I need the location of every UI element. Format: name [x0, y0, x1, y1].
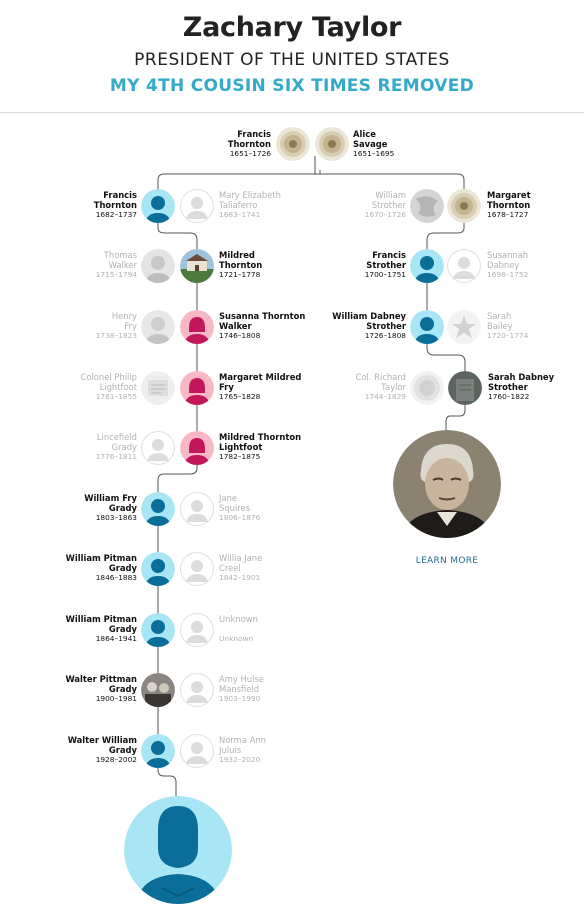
seal-avatar[interactable] — [276, 127, 310, 161]
person-dates: 1928–2002 — [95, 755, 137, 764]
person-main[interactable] — [17, 553, 137, 583]
person-name: Thornton — [93, 200, 137, 210]
male-avatar[interactable] — [141, 552, 175, 586]
person-silhouette-female-icon — [180, 371, 214, 405]
person-spouse[interactable] — [17, 311, 137, 341]
person-dates: 1846–1883 — [95, 573, 137, 582]
person-name: Sarah — [487, 311, 512, 321]
person-dates: 1683–1741 — [219, 210, 261, 219]
person-silhouette-icon — [141, 552, 175, 586]
person-name: Colonel Philip — [80, 372, 137, 382]
person-main[interactable] — [487, 190, 584, 220]
person-name: Sarah Dabney — [488, 372, 555, 382]
person-dates: 1651–1695 — [353, 149, 395, 158]
person-name: Strother — [488, 382, 528, 392]
person-dates: 1651–1726 — [229, 149, 271, 158]
person-name: Walter William — [67, 735, 137, 745]
person-dates: Unknown — [219, 634, 254, 643]
person-dates: 1700–1751 — [364, 270, 406, 279]
person-name: Squires — [219, 503, 251, 513]
placeholder-avatar[interactable] — [180, 552, 214, 586]
gravestone-photo-icon — [448, 371, 482, 405]
person-spouse[interactable] — [219, 614, 339, 644]
person-name: Fry — [124, 321, 137, 331]
person-name: Col. Richard — [355, 372, 406, 382]
person-name: Alice — [353, 129, 376, 139]
person-name: Susannah — [487, 250, 529, 260]
photo-avatar[interactable] — [141, 310, 175, 344]
person-spouse[interactable] — [17, 250, 137, 280]
person-name: Thomas — [103, 250, 137, 260]
person-name: Margaret — [487, 190, 531, 200]
placeholder-person-icon — [447, 249, 481, 283]
person-main[interactable] — [219, 432, 339, 462]
person-dates: 1682–1737 — [95, 210, 137, 219]
person-name: Strother — [371, 200, 406, 210]
placeholder-avatar[interactable] — [180, 673, 214, 707]
page-subtitle: PRESIDENT OF THE UNITED STATES — [134, 50, 450, 70]
person-silhouette-icon — [141, 734, 175, 768]
placeholder-avatar[interactable] — [180, 613, 214, 647]
person-dates: 1746–1808 — [219, 331, 261, 340]
male-avatar[interactable] — [141, 189, 175, 223]
placeholder-person-icon — [180, 492, 214, 526]
person-name: Margaret Mildred — [219, 372, 302, 382]
person-name: Grady — [108, 563, 137, 573]
person-name: Francis — [372, 250, 406, 260]
person-spouse[interactable] — [487, 311, 584, 341]
document-photo-icon — [141, 371, 175, 405]
person-name: Savage — [353, 139, 388, 149]
person-spouse[interactable] — [17, 432, 137, 462]
person-name: Taliaferro — [219, 200, 258, 210]
person-name: Francis — [237, 129, 271, 139]
person-spouse[interactable] — [286, 190, 406, 220]
person-dates: 1765–1828 — [219, 392, 261, 401]
person-name: Susanna Thornton — [219, 311, 306, 321]
seal-avatar[interactable] — [315, 127, 349, 161]
portrait-photo-icon — [141, 249, 175, 283]
person-name: Lincefield — [96, 432, 137, 442]
person-dates: 1803–1863 — [95, 513, 137, 522]
person-spouse[interactable] — [219, 493, 339, 523]
female-avatar[interactable] — [180, 431, 214, 465]
seal-icon — [315, 127, 349, 161]
family-photo-icon — [141, 673, 175, 707]
seal-icon — [276, 127, 310, 161]
person-silhouette-icon — [410, 310, 444, 344]
person-name — [219, 624, 339, 634]
portrait-photo-icon — [393, 430, 501, 538]
portrait-photo-icon — [141, 310, 175, 344]
person-name: Willia Jane — [219, 553, 263, 563]
person-spouse[interactable] — [219, 735, 339, 765]
family-photo-avatar[interactable] — [141, 673, 175, 707]
person-main[interactable] — [17, 614, 137, 644]
engraving-avatar[interactable] — [410, 189, 444, 223]
male-avatar[interactable] — [141, 734, 175, 768]
person-name: Thornton — [227, 139, 271, 149]
person-dates: 1738–1823 — [95, 331, 137, 340]
person-name: Amy Hulse — [219, 674, 264, 684]
person-dates: 1726–1808 — [364, 331, 406, 340]
female-avatar[interactable] — [180, 310, 214, 344]
person-name: Henry — [111, 311, 137, 321]
person-name: Dabney — [487, 260, 520, 270]
seal-avatar[interactable] — [410, 371, 444, 405]
person-name: Grady — [108, 503, 137, 513]
engraving-photo-icon — [410, 189, 444, 223]
person-name: Walker — [219, 321, 252, 331]
zachary-taylor-portrait[interactable] — [393, 430, 501, 538]
person-silhouette-icon — [141, 613, 175, 647]
placeholder-avatar[interactable] — [180, 189, 214, 223]
person-name: Jane — [219, 493, 238, 503]
male-avatar[interactable] — [141, 613, 175, 647]
placeholder-avatar[interactable] — [447, 249, 481, 283]
placeholder-person-icon — [180, 552, 214, 586]
person-spouse[interactable] — [487, 250, 584, 280]
person-name: Norma Ann — [219, 735, 266, 745]
person-main[interactable] — [488, 372, 584, 402]
person-spouse[interactable] — [286, 372, 406, 402]
house-photo-avatar[interactable] — [180, 249, 214, 283]
placeholder-person-icon — [180, 734, 214, 768]
person-spouse[interactable] — [17, 372, 137, 402]
person-name: Fry — [219, 382, 234, 392]
person-name: Mildred Thornton — [219, 432, 302, 442]
person-dates: 1864–1941 — [95, 634, 137, 643]
person-dates: 1721–1778 — [219, 270, 261, 279]
person-name: Strother — [366, 321, 406, 331]
seal-icon — [410, 371, 444, 405]
page-title: Zachary Taylor — [182, 12, 402, 43]
person-dates: 1782–1875 — [219, 452, 261, 461]
person-silhouette-icon — [124, 796, 232, 904]
placeholder-avatar[interactable] — [141, 431, 175, 465]
person-name: Bailey — [487, 321, 513, 331]
person-name: Creel — [219, 563, 241, 573]
person-main[interactable] — [17, 190, 137, 220]
person-dates: 1670–1726 — [364, 210, 406, 219]
person-name: Mary Elizabeth — [219, 190, 281, 200]
placeholder-avatar[interactable] — [180, 492, 214, 526]
person-silhouette-icon — [410, 249, 444, 283]
person-name: William Pitman — [65, 614, 137, 624]
person-spouse[interactable] — [219, 674, 339, 704]
placeholder-person-icon — [180, 189, 214, 223]
person-name: Francis — [103, 190, 137, 200]
person-name: Grady — [111, 442, 137, 452]
person-main[interactable] — [286, 250, 406, 280]
person-name: William — [375, 190, 406, 200]
person-dates: 1760–1822 — [488, 392, 530, 401]
emblem-avatar[interactable] — [447, 310, 481, 344]
person-dates: 1698–1752 — [487, 270, 529, 279]
person-dates: 1678–1727 — [487, 210, 529, 219]
person-main[interactable] — [17, 674, 137, 704]
document-avatar[interactable] — [141, 371, 175, 405]
person-dates: 1903–1990 — [219, 694, 261, 703]
seal-icon — [447, 189, 481, 223]
placeholder-person-icon — [180, 673, 214, 707]
person-name: Grady — [108, 624, 137, 634]
person-name: William Fry — [84, 493, 137, 503]
person-silhouette-female-icon — [180, 310, 214, 344]
male-avatar[interactable] — [141, 492, 175, 526]
person-silhouette-icon — [141, 189, 175, 223]
relationship-label: MY 4TH COUSIN SIX TIMES REMOVED — [109, 76, 475, 96]
person-dates: 1744–1829 — [364, 392, 406, 401]
person-silhouette-icon — [141, 492, 175, 526]
person-dates: 1900–1981 — [95, 694, 137, 703]
person-name: Thornton — [487, 200, 531, 210]
person-main[interactable] — [17, 735, 137, 765]
person-dates: 1842–1901 — [219, 573, 261, 582]
person-name: Juluis — [219, 745, 242, 755]
person-dates: 1932–2020 — [219, 755, 261, 764]
person-dates: 1776–1811 — [95, 452, 137, 461]
gravestone-avatar[interactable] — [448, 371, 482, 405]
person-dates: 1761–1855 — [95, 392, 137, 401]
person-name: Taylor — [381, 382, 406, 392]
placeholder-person-icon — [180, 613, 214, 647]
person-name: Walker — [108, 260, 137, 270]
person-alice-savage[interactable] — [353, 129, 473, 159]
person-dates: 1720–1774 — [487, 331, 529, 340]
person-name: Grady — [108, 684, 137, 694]
female-avatar[interactable] — [180, 371, 214, 405]
person-name: William Pitman — [65, 553, 137, 563]
male-avatar[interactable] — [410, 249, 444, 283]
learn-more-link[interactable]: LEARN MORE — [415, 556, 479, 566]
person-main[interactable] — [286, 311, 406, 341]
person-name: Mansfield — [219, 684, 260, 694]
person-francis-thornton-1651[interactable] — [151, 129, 271, 159]
photo-avatar[interactable] — [141, 249, 175, 283]
person-name: Unknown — [219, 614, 258, 624]
person-name: William Dabney — [332, 311, 406, 321]
male-avatar[interactable] — [410, 310, 444, 344]
person-name: Grady — [108, 745, 137, 755]
person-name: Thornton — [219, 260, 263, 270]
person-name: Lightfoot — [99, 382, 137, 392]
seal-avatar[interactable] — [447, 189, 481, 223]
person-name: Lightfoot — [219, 442, 263, 452]
person-name: Mildred — [219, 250, 255, 260]
person-main[interactable] — [17, 493, 137, 523]
emblem-icon — [447, 310, 481, 344]
person-silhouette-female-icon — [180, 431, 214, 465]
person-spouse[interactable] — [219, 553, 339, 583]
placeholder-person-icon — [141, 431, 175, 465]
house-photo-icon — [180, 249, 214, 283]
person-dates: 1715–1794 — [95, 270, 137, 279]
placeholder-avatar[interactable] — [180, 734, 214, 768]
person-name: Walter Pittman — [65, 674, 137, 684]
person-name: Strother — [366, 260, 406, 270]
person-dates: 1806–1876 — [219, 513, 261, 522]
self-avatar[interactable] — [124, 796, 232, 904]
